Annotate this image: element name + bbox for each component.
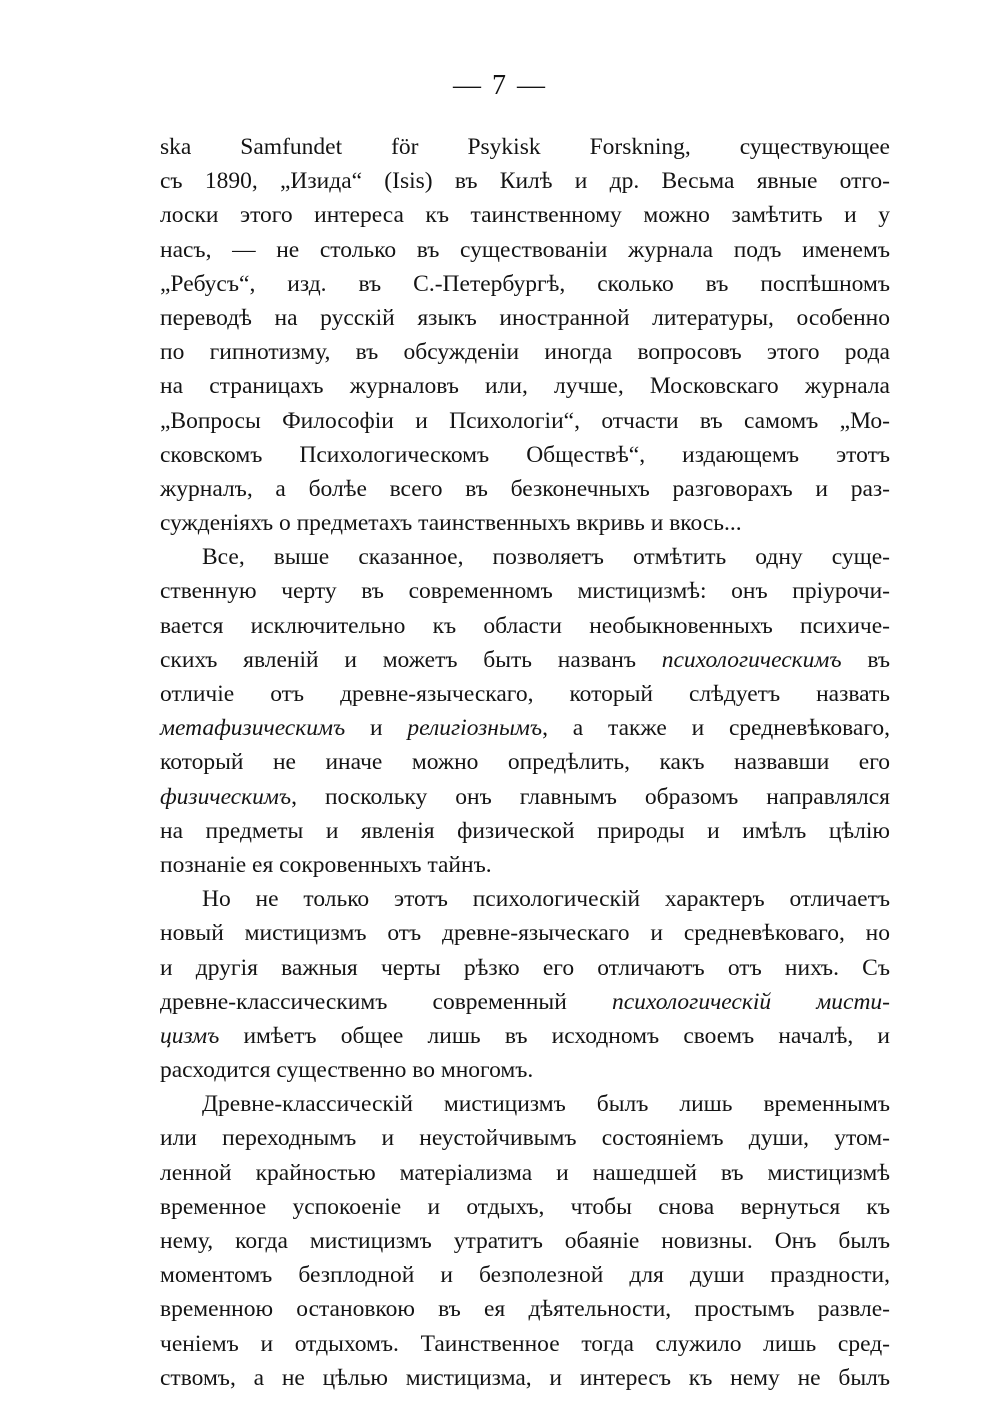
text-line: расходится существенно во многомъ. bbox=[160, 1057, 534, 1084]
text-line bbox=[160, 985, 890, 1019]
text-segment: древне-классическимъ современный bbox=[160, 988, 612, 1015]
text-line: вается исключительно къ области необыкновенныхъ психиче- bbox=[160, 612, 890, 639]
text-segment: имѣетъ общее лишь въ исходномъ своемъ началѣ, и bbox=[219, 1022, 890, 1049]
text-line: и другія важныя черты рѣзко его отличаютъ отъ нихъ. Съ bbox=[160, 954, 890, 981]
paragraph-1 bbox=[160, 130, 890, 540]
text-line: отличіе отъ древне-языческаго, который слѣдуетъ назвать bbox=[160, 681, 890, 707]
text-line: ченіемъ и отдыхомъ. Таинственное тогда служило лишь сред- bbox=[160, 1330, 890, 1357]
text-line bbox=[160, 1019, 890, 1053]
text-line: временною остановкою въ ея дѣятельности, простымъ развле- bbox=[160, 1296, 890, 1323]
text-line bbox=[160, 780, 890, 814]
italic-term: метафизическимъ bbox=[160, 715, 346, 742]
text-segment: скихъ явленій и можетъ быть названъ bbox=[160, 646, 662, 673]
text-line: или переходнымъ и неустойчивымъ состояніемъ души, утом- bbox=[160, 1125, 890, 1152]
italic-term: цизмъ bbox=[160, 1022, 220, 1049]
text-line: Древне-классическій мистицизмъ былъ лишь временнымъ bbox=[202, 1091, 890, 1118]
text-line: на страницахъ журналовъ или, лучше, Московскаго журнала bbox=[160, 373, 890, 400]
italic-term: физическимъ bbox=[160, 783, 292, 810]
italic-term: религіознымъ bbox=[407, 715, 543, 742]
text-segment: и bbox=[345, 715, 408, 742]
text-line bbox=[160, 643, 890, 677]
text-line: ствомъ, а не цѣлью мистицизма, и интересъ къ нему не былъ bbox=[160, 1364, 890, 1391]
text-line: познаніе ея сокровенныхъ тайнъ. bbox=[160, 851, 492, 878]
text-line: временное успокоеніе и отдыхъ, чтобы снова вернуться къ bbox=[160, 1193, 890, 1220]
text-line bbox=[160, 711, 890, 745]
text-line: на предметы и явленія физической природы и имѣлъ цѣлію bbox=[160, 817, 890, 844]
text-line: ленной крайностью матеріализма и нашедшей въ мистицизмѣ bbox=[160, 1159, 890, 1186]
text-line: Все, выше сказанное, позволяетъ отмѣтить одну суще- bbox=[202, 544, 890, 571]
paragraph-3 bbox=[160, 882, 890, 1087]
text-segment: , а также и средневѣковаго, bbox=[542, 715, 890, 742]
text-line: ственную черту въ современномъ мистицизмѣ: онъ пріурочи- bbox=[160, 578, 890, 605]
text-line: сужденіяхъ о предметахъ таинственныхъ вкривь и вкось... bbox=[160, 510, 742, 537]
text-line: новый мистицизмъ отъ древне-языческаго и средневѣковаго, но bbox=[160, 920, 890, 947]
text-segment: , поскольку онъ главнымъ образомъ направлялся bbox=[291, 783, 890, 810]
text-segment: въ bbox=[841, 646, 890, 673]
italic-term: психологическій мисти- bbox=[611, 988, 890, 1015]
text-line: переводѣ на русскій языкъ иностранной литературы, особенно bbox=[160, 304, 890, 331]
text-line: Но не только этотъ психологическій характеръ отличаетъ bbox=[202, 886, 890, 913]
text-line: по гипнотизму, въ обсужденіи иногда вопросовъ этого рода bbox=[160, 339, 890, 366]
text-line: „Вопросы Философіи и Психологіи“, отчасти въ самомъ „Мо- bbox=[160, 407, 890, 434]
text-line: „Ребусъ“, изд. въ С.-Петербургѣ, сколько въ поспѣшномъ bbox=[160, 270, 890, 297]
text-line: сковскомъ Психологическомъ Обществѣ“, издающемъ этотъ bbox=[160, 441, 890, 468]
page-number: — 7 — bbox=[453, 70, 547, 101]
text-line: моментомъ безплодной и безполезной для души праздности, bbox=[160, 1262, 890, 1289]
italic-term: психологическимъ bbox=[661, 646, 842, 673]
text-line: ska Samfundet för Psykisk Forskning, существующее bbox=[160, 134, 890, 160]
text-line: насъ, — не столько въ существованіи журнала подъ именемъ bbox=[160, 236, 890, 263]
text-line: который не иначе можно опредѣлить, какъ назвавши его bbox=[160, 749, 890, 776]
text-line: журналъ, а болѣе всего въ безконечныхъ разговорахъ и раз- bbox=[160, 475, 890, 502]
paragraph-4 bbox=[160, 1087, 890, 1395]
text-line: лоски этого интереса къ таинственному можно замѣтить и у bbox=[160, 202, 890, 229]
text-line: нему, когда мистицизмъ утратитъ обаяніе новизны. Онъ былъ bbox=[160, 1228, 890, 1254]
paragraph-2 bbox=[160, 540, 890, 882]
body-text bbox=[160, 130, 890, 1395]
text-line: съ 1890, „Изида“ (Isis) въ Килѣ и др. Весьма явные отго- bbox=[160, 168, 890, 195]
